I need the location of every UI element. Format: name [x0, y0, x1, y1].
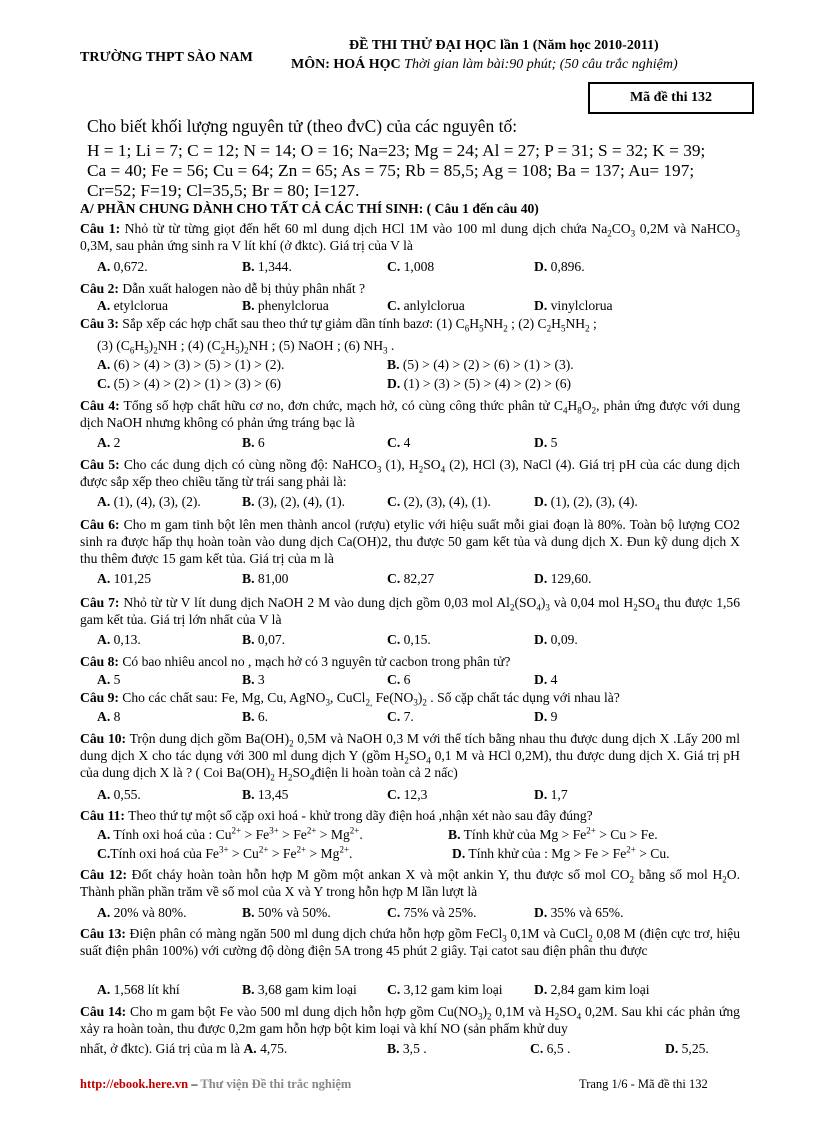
answers-2: A. etylclorua B. phenylclorua C. anlylclorua D. vinylclorua [97, 298, 613, 313]
mass-line-1: H = 1; Li = 7; C = 12; N = 14; O = 16; Na=23; Mg = 24; Al = 27; P = 31; S = 32; K = 39; [87, 141, 706, 160]
answers-6: A. 101,25 B. 81,00 C. 82,27 D. 129,60. [97, 571, 592, 586]
answers-14: B. 3,5 . C. 6,5 . D. 5,25. [387, 1041, 709, 1056]
subject: MÔN: HOÁ HỌC [291, 57, 401, 72]
question-7: Câu 7: Nhỏ từ từ V lít dung dịch NaOH 2 M vào dung dịch gồm 0,03 mol $Al_2(SO_4)_3$ và 0,04 mol $H_2SO_4$ thu được 1,56 gam kết tủa. Giá trị lớn nhất của V là [80, 595, 741, 627]
answers-3b: C. (5) > (4) > (2) > (1) > (3) > (6) D. (1) > (3) > (5) > (4) > (2) > (6) [97, 376, 572, 391]
question-12: Câu 12: Đốt cháy hoàn toàn hỗn hợp M gồm một ankan X và một ankin Y, thu được số mol $CO_2$ bằng số mol $H_2O$. Thành phần phần trăm về số mol của X và Y trong hỗn hợp M lần lượt là [80, 867, 740, 899]
question-1: Câu 1: Nhỏ từ từ từng giọt đến hết 60 ml dung dịch HCl 1M vào 100 ml dung dịch chứa $Na_2CO_3$ 0,2M và NaHCO$_3$ 0,3M, sau phản ứng sinh ra V lít khí (ở đktc). Giá trị của V là [80, 221, 740, 253]
answers-7: A. 0,13. B. 0,07. C. 0,15. D. 0,09. [97, 632, 578, 647]
q-label: Câu 1: [80, 221, 121, 236]
school-name: TRƯỜNG THPT SÀO NAM [80, 50, 253, 65]
exam-subtitle [291, 57, 678, 73]
answers-1: A. 0,672. B. 1,344. C. 1,008 D. 0,896. [97, 259, 585, 274]
footer-source: http://ebook.here.vn – Thư viện Đề thi trắc nghiệm [80, 1077, 352, 1091]
question-2: Câu 2: Dẫn xuất halogen nào dễ bị thủy phân nhất ? [80, 281, 366, 296]
footer-link[interactable]: http://ebook.here.vn [80, 1077, 189, 1091]
exam-time: Thời gian làm bài:90 phút; (50 câu trắc nghiệm) [404, 57, 678, 72]
answers-9: A. 8 B. 6. C. 7. D. 9 [97, 709, 558, 724]
answers-13: A. 1,568 lít khí B. 3,68 gam kim loại C. 3,12 gam kim loại D. 2,84 gam kim loại [97, 982, 650, 997]
exam-title: ĐỀ THI THỬ ĐẠI HỌC lần 1 (Năm học 2010-2011) [349, 38, 659, 53]
answers-8: A. 5 B. 3 C. 6 D. 4 [97, 672, 558, 687]
question-6: Câu 6: Cho m gam tinh bột lên men thành ancol (rượu) etylic với hiệu suất mỗi giai đoạn là 80%. Toàn bộ lượng CO2 sinh ra được hấp thụ hoàn toàn vào dung dịch Ca(OH)2, thu được 50 gam kết tủa và dung dịch X. Đun kỹ dung dịch X thu thêm được 15 gam kết tủa. Giá trị của m là [80, 517, 740, 566]
question-8: Câu 8: Có bao nhiêu ancol no , mạch hở có 3 nguyên tử cacbon trong phân tử? [80, 654, 511, 669]
answers-11a: A. Tính oxi hoá của : $Cu^{2+} > Fe^{3+} > Fe^{2+} > Mg^{2+}$. B. Tính khử của $Mg > Fe^{2+} > Cu > Fe$. [97, 825, 658, 842]
section-heading: A/ PHẦN CHUNG DÀNH CHO TẤT CẢ CÁC THÍ SINH: ( Câu 1 đến câu 40) [80, 201, 539, 216]
question-11: Câu 11: Theo thứ tự một số cặp oxi hoá - khử trong dãy điện hoá ,nhận xét nào sau đây đúng? [80, 808, 593, 823]
answers-3a: A. (6) > (4) > (3) > (5) > (1) > (2). B. (5) > (4) > (2) > (6) > (1) > (3). [97, 357, 574, 372]
question-14-last-line: nhất, ở đktc). Giá trị của m là A. 4,75. [80, 1041, 288, 1056]
question-3: Câu 3: Sắp xếp các hợp chất sau theo thứ tự giảm dần tính bazơ: (1) $C_6H_5NH_2$ ; (2) $C_2H_5NH_2$ ; [80, 316, 597, 334]
answers-4: A. 2 B. 6 C. 4 D. 5 [97, 435, 558, 450]
question-5: Câu 5: Cho các dung dịch có cùng nồng độ: NaHCO$_3$ (1), $H_2SO_4$ (2), HCl (3), NaCl (4). Giá trị pH của các dung dịch được sắp xếp theo chiều tăng từ trái sang phải là: [80, 457, 740, 489]
answers-5: A. (1), (4), (3), (2). B. (3), (2), (4), (1). C. (2), (3), (4), (1). D. (1), (2), (3), (4). [97, 494, 638, 509]
mass-line-3: Cr=52; F=19; Cl=35,5; Br = 80; I=127. [87, 181, 360, 200]
answers-12: A. 20% và 80%. B. 50% và 50%. C. 75% và 25%. D. 35% và 65%. [97, 905, 624, 920]
question-13: Câu 13: Điện phân có màng ngăn 500 ml dung dịch chứa hỗn hợp gồm FeCl$_3$ 0,1M và CuCl$_2$ 0,08 M (điện cực trơ, hiệu suất điện phân 100%) với cường độ dòng điện 5A trong 45 phút 2 giây. Tại catot sau điện phân thu được [80, 926, 740, 958]
question-4: Câu 4: Tổng số hợp chất hữu cơ no, đơn chức, mạch hở, có cùng công thức phân tử $C_4H_8O_2$, phản ứng được với dung dịch NaOH nhưng không có phản ứng tráng bạc là [80, 398, 740, 430]
question-3-line-2: (3) $(C_6H_5)_2NH$ ; (4) $(C_2H_5)_2NH$ ; (5) NaOH ; (6) $NH_3$ . [97, 338, 395, 356]
page-number: Trang 1/6 - Mã đề thi 132 [579, 1077, 708, 1091]
exam-code-box: Mã đề thi 132 [588, 82, 754, 114]
answers-10: A. 0,55. B. 13,45 C. 12,3 D. 1,7 [97, 787, 568, 802]
mass-title: Cho biết khối lượng nguyên tử (theo đvC) của các nguyên tố: [87, 116, 518, 136]
question-10: Câu 10: Trộn dung dịch gồm $Ba(OH)_2$ 0,5M và NaOH 0,3 M với thể tích bằng nhau thu được dung dịch X .Lấy 200 ml dung dịch X cho tác dụng với 300 ml dung dịch Y (gồm $H_2SO_4$ 0,1 M và HCl 0,2M), thu được dung dịch X. Giá trị pH của dung dịch X là ? ( Coi $Ba(OH)_2$ $H_2SO_4điện$ li hoàn toàn cả 2 nấc) [80, 731, 740, 783]
question-9: Câu 9: Cho các chất sau: Fe, Mg, Cu, AgNO$_3$, CuCl$_{2,}$ $Fe(NO_3)_2$ . Số cặp chất tác dụng với nhau là? [80, 690, 620, 708]
mass-line-2: Ca = 40; Fe = 56; Cu = 64; Zn = 65; As = 75; Rb = 85,5; Ag = 108; Ba = 137; Au= 197; [87, 161, 695, 180]
question-14: Câu 14: Cho m gam bột Fe vào 500 ml dung dịch hỗn hợp gồm $Cu(NO_3)_2$ 0,1M và $H_2SO_4$ 0,2M. Sau khi các phản ứng xảy ra hoàn toàn, thu được 0,2m gam hỗn hợp bột kim loại và khí NO (sản phẩm khử duy [80, 1004, 740, 1036]
answers-11b: C.Tính oxi hoá của $Fe^{3+} > Cu^{2+} > Fe^{2+} > Mg^{2+}$. D. Tính khử của : $Mg > Fe > Fe^{2+} > Cu$. [97, 844, 670, 861]
